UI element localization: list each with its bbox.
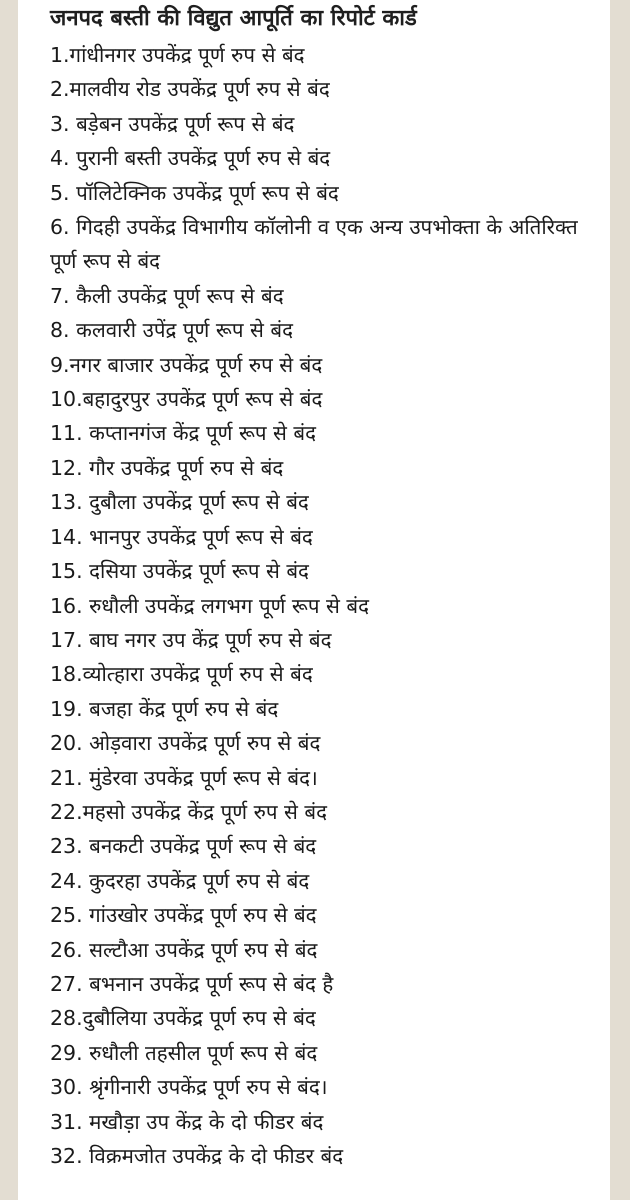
list-item: 24. कुदरहा उपकेंद्र पूर्ण रुप से बंद [50, 868, 310, 893]
list-item: 28.दुबौलिया उपकेंद्र पूर्ण रुप से बंद [50, 1006, 316, 1031]
list-item: 20. ओड़वारा उपकेंद्र पूर्ण रुप से बंद [50, 731, 321, 756]
list-item: 1.गांधीनगर उपकेंद्र पूर्ण रुप से बंद [50, 43, 305, 67]
list-item: 31. मखौड़ा उप केंद्र के दो फीडर बंद [50, 1109, 324, 1134]
list-item: 30. श्रृंगीनारी उपकेंद्र पूर्ण रुप से बंद। [50, 1075, 328, 1100]
list-item: 13. दुबौला उपकेंद्र पूर्ण रूप से बंद [50, 490, 309, 515]
list-item: 22.महसो उपकेंद्र केंद्र पूर्ण रुप से बंद [50, 799, 327, 824]
list-item: 23. बनकटी उपकेंद्र पूर्ण रूप से बंद [50, 834, 317, 859]
list-item: 25. गांउखोर उपकेंद्र पूर्ण रुप से बंद [50, 903, 317, 928]
chat-wallpaper-left [0, 0, 18, 1200]
list-item: 19. बजहा केंद्र पूर्ण रुप से बंद [50, 696, 279, 721]
list-item: 32. विक्रमजोत उपकेंद्र के दो फीडर बंद [50, 1144, 344, 1168]
list-item: 18.व्योत्हारा उपकेंद्र पूर्ण रुप से बंद [50, 662, 313, 687]
list-item: 26. सल्टौआ उपकेंद्र पूर्ण रुप से बंद [50, 937, 318, 962]
message-title: जनपद बस्ती की विद्युत आपूर्ति का रिपोर्ट कार्ड [50, 6, 417, 31]
substation-status-list [50, 38, 610, 1173]
list-item: 12. गौर उपकेंद्र पूर्ण रुप से बंद [50, 455, 284, 480]
list-item: 9.नगर बाजार उपकेंद्र पूर्ण रुप से बंद [50, 352, 323, 377]
list-item: 7. कैली उपकेंद्र पूर्ण रूप से बंद [50, 283, 284, 308]
list-item: 8. कलवारी उपेंद्र पूर्ण रूप से बंद [50, 318, 293, 343]
list-item: 2.मालवीय रोड उपकेंद्र पूर्ण रुप से बंद [50, 77, 330, 102]
list-item: 29. रुधौली तहसील पूर्ण रूप से बंद [50, 1040, 318, 1065]
list-item: 3. बड़ेबन उपकेंद्र पूर्ण रूप से बंद [50, 111, 295, 136]
list-item: 5. पॉलिटेक्निक उपकेंद्र पूर्ण रूप से बंद [50, 180, 339, 205]
list-item: 14. भानपुर उपकेंद्र पूर्ण रूप से बंद [50, 524, 313, 549]
list-item: 27. बभनान उपकेंद्र पूर्ण रूप से बंद है [50, 971, 334, 996]
list-item: 21. मुंडेरवा उपकेंद्र पूर्ण रूप से बंद। [50, 765, 318, 790]
message-bubble[interactable] [18, 0, 610, 1200]
list-item: 6. गिदही उपकेंद्र विभागीय कॉलोनी व एक अन्य उपभोक्ता के अतिरिक्त पूर्ण रूप से बंद [50, 215, 578, 274]
list-item: 4. पुरानी बस्ती उपकेंद्र पूर्ण रुप से बंद [50, 146, 331, 171]
list-item: 15. दसिया उपकेंद्र पूर्ण रूप से बंद [50, 559, 309, 584]
list-item: 11. कप्तानगंज केंद्र पूर्ण रूप से बंद [50, 421, 316, 446]
list-item: 10.बहादुरपुर उपकेंद्र पूर्ण रूप से बंद [50, 387, 323, 412]
chat-wallpaper-right [610, 0, 630, 1200]
list-item: 17. बाघ नगर उप केंद्र पूर्ण रुप से बंद [50, 627, 332, 652]
list-item: 16. रुधौली उपकेंद्र लगभग पूर्ण रूप से बंद [50, 593, 369, 618]
